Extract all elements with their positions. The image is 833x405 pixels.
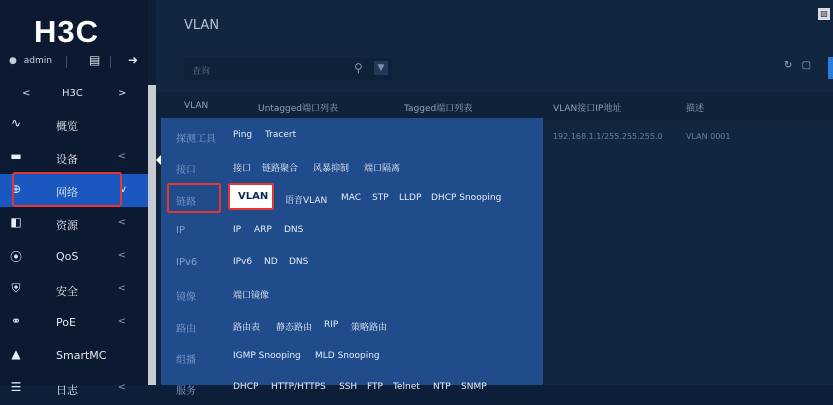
flyout-item-ssh[interactable]: SSH [339,382,358,392]
flyout-category: 链路 [176,197,196,208]
flyout-row-ip [161,215,543,245]
col-tagged: Tagged端口列表 [404,104,473,114]
user-bar [0,48,148,76]
brand-logo: H3C [34,14,100,49]
flyout-item-dns[interactable]: DNS [284,225,304,235]
flyout-item-nd[interactable]: ND [264,257,278,267]
network-flyout-menu [161,118,543,397]
flyout-item-ftp[interactable]: FTP [367,382,383,392]
flyout-item-dhcp-snooping[interactable]: DHCP Snooping [431,193,502,203]
menu-qos[interactable] [0,240,148,273]
flyout-item-vlan[interactable] [228,183,274,210]
menu-label: QoS [56,250,79,263]
col-vlan-ip: VLAN接口IP地址 [553,104,622,114]
flyout-row-services [161,372,543,402]
chevron-left-icon: < [117,217,126,228]
menu-poe[interactable] [0,306,148,339]
col-untagged: Untagged端口列表 [258,104,339,114]
nav-back-icon[interactable]: < [22,88,31,99]
menu-label: 网络 [56,186,78,199]
context-nav [0,80,148,108]
divider [110,56,111,68]
flyout-item-rip[interactable]: RIP [324,320,339,330]
log-icon: ☰ [10,380,22,394]
flyout-category: IP [176,225,185,236]
nav-forward-icon[interactable]: > [118,88,127,99]
main-menu [0,108,148,405]
flyout-item-igmp-snooping[interactable]: IGMP Snooping [233,351,301,361]
cell-ip: 192.168.1.1/255.255.255.0 [553,132,663,141]
flyout-item-storm-control[interactable]: 风暴抑制 [313,164,350,174]
user-menu[interactable] [9,56,52,66]
flyout-item-ntp[interactable]: NTP [433,382,451,392]
highlight-box-link-category [167,183,221,213]
menu-label: 日志 [56,384,78,397]
chevron-left-icon: < [117,250,126,261]
corner-icon[interactable]: ▧ [818,8,830,20]
refresh-icon[interactable]: ↻ [784,60,793,71]
flyout-item-voice-vlan[interactable]: 语音VLAN [285,196,328,206]
flyout-category: 镜像 [176,292,196,303]
flyout-row-probe [161,120,543,150]
chevron-down-icon: v [120,184,126,195]
filter-icon[interactable]: ▼ [374,61,388,75]
flyout-item-stp[interactable]: STP [372,193,389,203]
delete-icon[interactable]: ▢ [801,60,812,71]
flyout-item-interface[interactable]: 接口 [233,164,252,174]
chevron-left-icon: < [117,151,126,162]
flyout-item-tracert[interactable]: Tracert [265,130,297,140]
flyout-item-mac[interactable]: MAC [341,193,362,203]
flyout-category: 组播 [176,355,196,366]
menu-label: 资源 [56,219,78,232]
flyout-item-static-routing[interactable]: 静态路由 [276,323,313,333]
search-box[interactable] [184,58,392,80]
menu-smartmc[interactable] [0,339,148,372]
shield-icon: ⛨ [11,281,21,295]
page-title: VLAN [184,18,220,33]
highlight-box-network [12,172,122,207]
flyout-category: 服务 [176,386,196,397]
flyout-row-interface [161,151,543,181]
flyout-row-mirror [161,278,543,308]
flyout-item-snmp[interactable]: SNMP [461,382,487,392]
flyout-category: 接口 [176,165,196,176]
flyout-category: 探测工具 [176,134,216,145]
menu-label: 设备 [56,153,78,166]
flyout-item-vlan-label: VLAN [238,191,269,202]
flyout-row-routing [161,310,543,340]
table-tools [784,60,811,71]
chevron-left-icon: < [117,382,126,393]
menu-devices[interactable] [0,141,148,174]
save-icon[interactable]: ▤ [89,53,101,67]
flyout-item-http-https[interactable]: HTTP/HTTPS [271,382,326,392]
user-icon: ● [9,56,17,66]
flyout-item-routing-table[interactable]: 路由表 [233,323,261,333]
nav-current: H3C [62,88,83,99]
device-icon: ▬ [10,149,22,163]
sidebar-scrollbar[interactable] [148,85,156,385]
menu-resources[interactable] [0,207,148,240]
flyout-item-lldp[interactable]: LLDP [399,193,422,203]
flyout-item-policy-routing[interactable]: 策略路由 [351,323,388,333]
smartmc-icon: ▲ [11,347,21,361]
divider [66,56,67,68]
menu-label: PoE [56,316,76,329]
col-description: 描述 [686,104,705,114]
database-icon: ◧ [10,215,22,229]
flyout-item-dns-v6[interactable]: DNS [289,257,309,267]
col-vlan: VLAN [184,101,209,111]
search-input[interactable]: 查询 [192,67,211,77]
flyout-item-ip[interactable]: IP [233,225,242,235]
search-icon[interactable]: ⚲ [354,61,363,75]
chevron-left-icon: < [117,316,126,327]
table-header [156,92,833,120]
qos-icon: ⦿ [9,250,22,264]
flyout-item-ping[interactable]: Ping [233,130,253,140]
poe-icon: ⚭ [10,314,22,328]
flyout-row-ipv6 [161,247,543,277]
flyout-item-port-isolation[interactable]: 端口隔离 [364,164,401,174]
menu-label: SmartMC [56,349,107,362]
flyout-category: IPv6 [176,257,198,268]
menu-label: 概览 [56,120,78,133]
flyout-item-link-aggregation[interactable]: 链路聚合 [262,164,299,174]
flyout-category: 路由 [176,324,196,335]
chevron-left-icon: < [117,283,126,294]
flyout-row-multicast [161,341,543,371]
flyout-item-port-mirroring[interactable]: 端口镜像 [233,291,270,301]
add-button[interactable] [828,57,833,79]
flyout-item-mld-snooping[interactable]: MLD Snooping [315,351,380,361]
flyout-item-dhcp[interactable]: DHCP [233,382,259,392]
logout-icon[interactable]: ➜ [128,53,139,67]
menu-log[interactable] [0,372,148,405]
flyout-item-ipv6[interactable]: IPv6 [233,257,253,267]
menu-security[interactable] [0,273,148,306]
flyout-item-telnet[interactable]: Telnet [393,382,420,392]
pulse-icon: ∿ [10,116,22,130]
cell-description: VLAN 0001 [686,132,731,141]
menu-overview[interactable] [0,108,148,141]
flyout-item-arp[interactable]: ARP [254,225,272,235]
user-name: admin [23,56,52,66]
menu-label: 安全 [56,285,78,298]
globe-icon: ⊕ [10,182,22,196]
